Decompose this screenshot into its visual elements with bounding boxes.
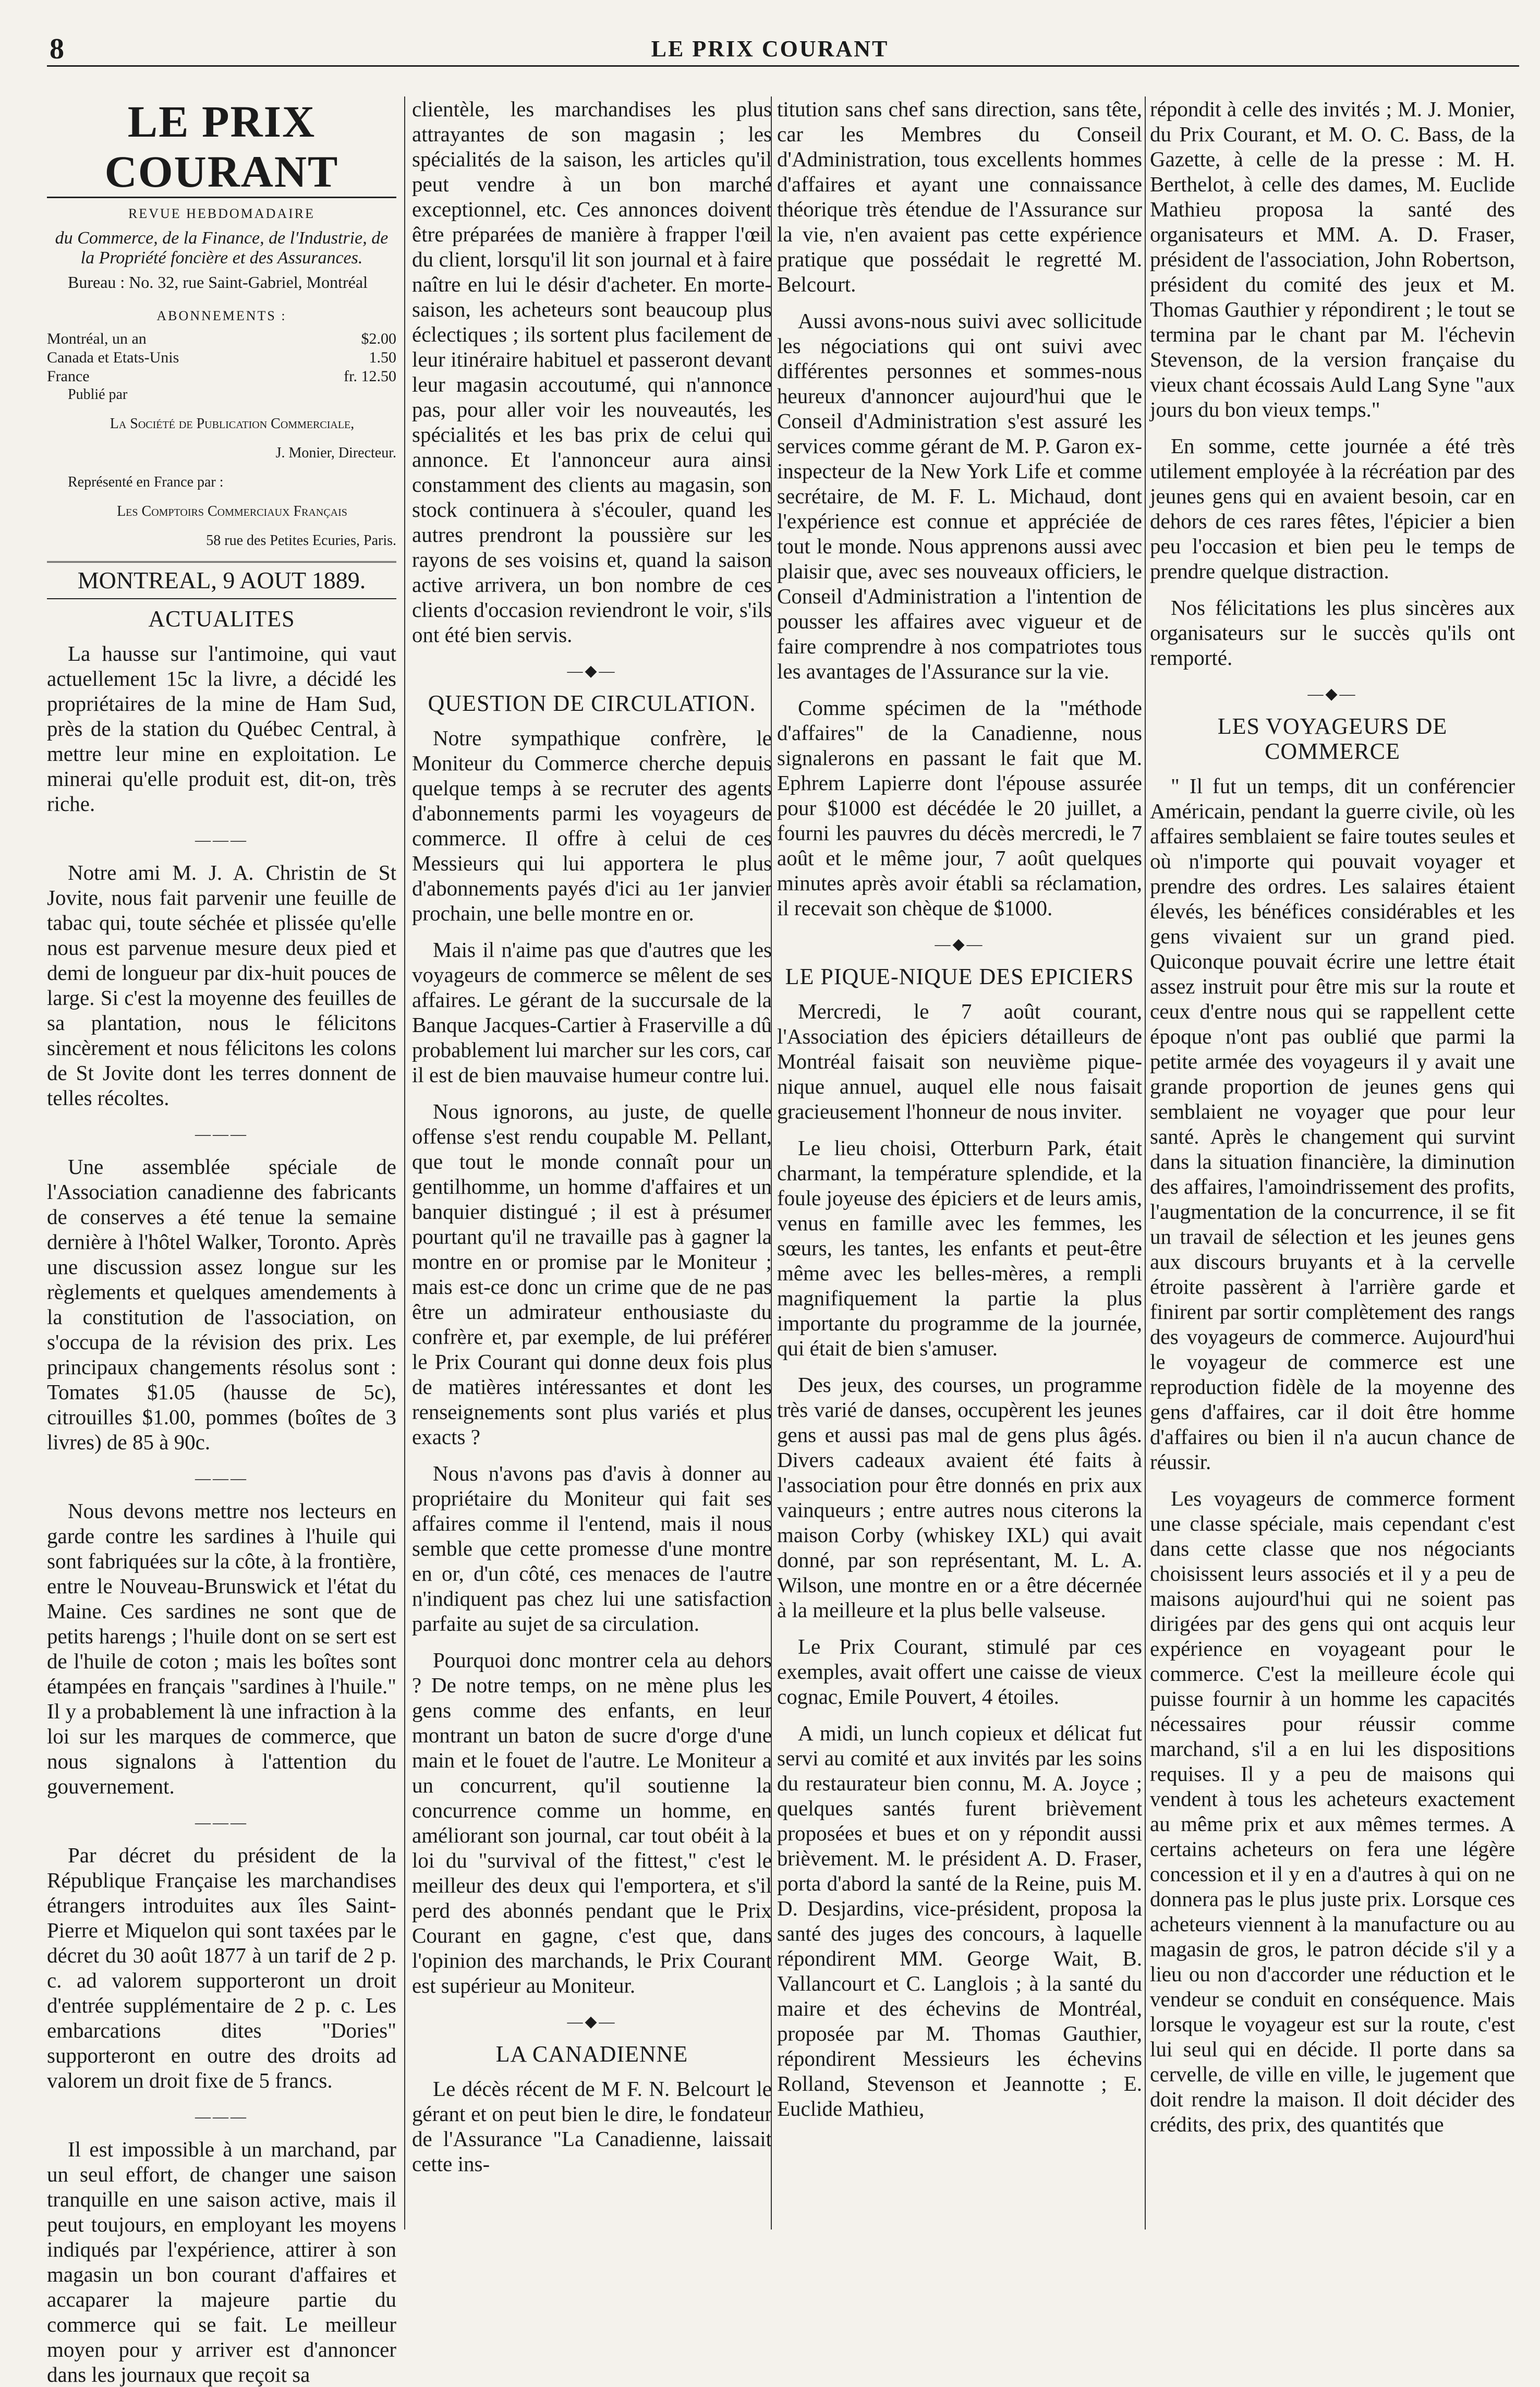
- publisher-heading: Publié par: [68, 386, 128, 403]
- article-paragraph: répondit à celle des invités ; M. J. Monier, du Prix Courant, et M. O. C. Bass, de la Gazette, à celle de la presse : M. H. Berthelot, à celle des dames, M. Euclide Mathieu proposa la santé des organisateurs et MM. A. D. Fraser, président de l'association, John Robertson, président du comité des jeux et M. Thomas Gauthier y répondirent ; le tout se termina par le chant par M. l'échevin Stevenson, de la version française du vieux chant écossais Auld Lang Syne "aux jours du bon vieux temps.": [1150, 97, 1515, 421]
- column-divider: [1145, 96, 1146, 2230]
- masthead-subtitle: REVUE HEBDOMADAIRE: [128, 206, 316, 221]
- representative-heading: Représenté en France par :: [68, 474, 224, 490]
- article-paragraph: Notre ami M. J. A. Christin de St Jovite, nous fait parvenir une feuille de tabac qui, toute séchée et plissée qu'elle nous est parvenue mesure deux pied et demi de longueur par dix-huit pouces de large. Si c'est la moyenne des feuilles de sa plantation, nous le félicitons sincèrement et nous félicitons les colons de St Jovite dont les terres donnent de telles récoltes.: [47, 861, 396, 1110]
- subscription-row: Montréal, un an $2.00: [47, 330, 396, 347]
- article-paragraph: Mais il n'aime pas que d'autres que les voyageurs de commerce se mêlent de ses affaires. Le gérant de la succursale de la Banque Jacques-Cartier à Fraserville a dû probablement lui marcher sur les cors, car il est de bien mauvaise humeur contre lui.: [412, 938, 772, 1087]
- separator: ———: [195, 1814, 248, 1831]
- separator: ———: [195, 831, 248, 849]
- representative-name: Les Comptoirs Commerciaux Français: [117, 503, 347, 519]
- director: J. Monier, Directeur.: [275, 445, 396, 461]
- article-paragraph: Le décès récent de M F. N. Belcourt le gérant et on peut bien le dire, le fondateur de l'Assurance "La Canadienne, laissait cette ins-: [412, 2077, 772, 2176]
- dateline: MONTREAL, 9 AOUT 1889.: [47, 561, 396, 599]
- article-paragraph: Mercredi, le 7 août courant, l'Association des épiciers détailleurs de Montréal faisait son neuvième pique-nique annuel, auquel elle nous faisait gracieusement l'honneur de nous inviter.: [777, 999, 1142, 1123]
- article-paragraph: En somme, cette journée a été très utilement employée à la récréation par des jeunes gens qui en avaient besoin, car en dehors de ces rares fêtes, l'épicier a bien peu l'occasion et bien peu le temps de prendre quelque distraction.: [1150, 434, 1515, 583]
- separator: ———: [195, 1125, 248, 1143]
- article-paragraph: Nous n'avons pas d'avis à donner au propriétaire du Moniteur qui fait ses affaires comme il l'entend, mais il nous semble que cette promesse d'une montre en or, d'un côté, ces menaces de l'autre n'indiquent pas chez lui une satisfaction parfaite au sujet de sa circulation.: [412, 1461, 772, 1635]
- separator: —◆—: [567, 2013, 617, 2030]
- article-paragraph: Nous devons mettre nos lecteurs en garde contre les sardines à l'huile qui sont fabriquées sur la côte, à la frontière, entre le Nouveau-Brunswick et l'état du Maine. Ces sardines ne sont que de petits harengs ; l'huile dont on se sert est de l'huile de coton ; mais les boîtes sont étampées en français "sardines à l'huile." Il y a probablement là une infraction à la loi sur les marques de commerce, que nous signalons à l'attention du gouvernement.: [47, 1499, 396, 1798]
- article-paragraph: " Il fut un temps, dit un conférencier Américain, pendant la guerre civile, où les affaires semblaient se faire toutes seules et où n'importe qui pouvait voyager et prendre des ordres. Les salaires étaient élevés, les bénéfices considérables et les gens vivaient sur un grand pied. Quiconque pouvait écrire une lettre était assez instruit pour être mis sur la route et ceux d'entre nous qui se rappellent cette époque n'ont pas oublié que parmi la petite armée des voyageurs il y avait une grande proportion de jeunes gens qui semblaient ne voyager que pour leur santé. Après le changement qui survint dans la situation financière, la diminution des affaires, l'amoindrissement des profits, l'augmentation de la concurrence, il se fit un travail de sélection et les jeunes gens aux discours bruyants et à la cervelle étroite passèrent à l'arrière garde et finirent par sortir complètement des rangs des voyageurs de commerce. Aujourd'hui le voyageur de commerce est une reproduction fidèle de la moyenne des gens d'affaires, car il doit être homme d'affaires ou bien il n'a aucun chance de réussir.: [1150, 774, 1515, 1474]
- masthead-description: du Commerce, de la Finance, de l'Industrie, de la Propriété foncière et des Assurances.: [55, 228, 389, 268]
- masthead-bureau: Bureau : No. 32, rue Saint-Gabriel, Montréal: [68, 273, 368, 292]
- publisher-name: La Société de Publication Commerciale,: [110, 416, 355, 432]
- column-divider: [404, 96, 405, 2230]
- article-paragraph: clientèle, les marchandises les plus attrayantes de son magasin ; les spécialités de la saison, les articles qu'il peut vendre à un bon marché exceptionnel, etc. Ces annonces doivent être préparées de manière à frapper l'œil du client, lorsqu'il lit son journal et à faire naître en lui le désir d'acheter. En morte-saison, les acheteurs sont beaucoup plus éclectiques ; ils sortent plus facilement de leur itinéraire habituel et passeront devant leur magasin accoutumé, qui n'annonce pas, pour aller voir les nouveautés, les spécialités et les bas prix de celui qui annonce. Et l'annonceur aura ainsi constamment des clients au magasin, son stock continuera à s'écouler, quand les autres prendront la poussière sur les rayons de ses voisins et, quand la saison active arrivera, un bon nombre de ces clients d'occasion reviendront le voir, s'ils ont été bien servis.: [412, 97, 772, 647]
- subscriptions-heading: ABONNEMENTS :: [156, 308, 287, 323]
- masthead-title: LE PRIX COURANT: [47, 96, 396, 198]
- section-heading: ACTUALITES: [148, 606, 295, 632]
- article-paragraph: Par décret du président de la République Française les marchandises étrangers introduites aux îles Saint-Pierre et Miquelon qui sont taxées par le décret du 30 août 1877 à un tarif de 2 p. c. ad valorem supporteront un droit d'entrée supplémentaire de 2 p. c. Les embarcations dites "Dories" supporteront en outre des droits ad valorem un droit fixe de 5 francs.: [47, 1843, 396, 2092]
- article-paragraph: Nous ignorons, au juste, de quelle offense s'est rendu coupable M. Pellant, que tout le monde connaît pour un gentilhomme, un homme d'affaires et un banquier distingué ; il est à présumer pourtant qu'il ne travaille pas à gagner la montre en or promise par le Moniteur ; mais est-ce donc un crime que de ne pas être un admirateur enthousiaste du confrère et, par exemple, de lui préférer le Prix Courant qui donne deux fois plus de matières intéressantes et dont les renseignements sont plus variés et plus exacts ?: [412, 1099, 772, 1449]
- representative-address: 58 rue des Petites Ecuries, Paris.: [206, 532, 396, 549]
- masthead: [47, 96, 396, 599]
- article-paragraph: Des jeux, des courses, un programme très varié de danses, occupèrent les jeunes gens et aussi pas mal de gens plus âgés. Divers cadeaux avaient été faits à l'association pour être donnés en prix aux vainqueurs ; entre autres nous citerons la maison Corby (whiskey IXL) qui avait donné, par son représentant, M. L. A. Wilson, une montre en or a être décernée à la meilleure et la plus belle valseuse.: [777, 1373, 1142, 1622]
- article-paragraph: Le Prix Courant, stimulé par ces exemples, avait offert une caisse de vieux cognac, Emile Pouvert, 4 étoiles.: [777, 1634, 1142, 1709]
- separator: ———: [195, 1470, 248, 1487]
- section-heading: LE PIQUE-NIQUE DES EPICIERS: [785, 964, 1134, 989]
- column-2: [412, 96, 772, 2230]
- subscription-row: France fr. 12.50: [47, 368, 396, 385]
- column-3: [777, 96, 1142, 2230]
- article-paragraph: Pourquoi donc montrer cela au dehors ? De notre temps, on ne mène plus les gens comme des enfants, en leur montrant un baton de sucre d'orge d'une main et le fouet de l'autre. Le Moniteur a un concurrent, qu'il soutienne la concurrence comme un homme, en améliorant son journal, car tout obéit à la loi du "survival of the fittest," c'est le meilleur des deux qui l'emportera, et s'il perd des abonnés pendant que le Prix Courant en gagne, c'est que, dans l'opinion des marchands, le Prix Courant est supérieur au Moniteur.: [412, 1648, 772, 1997]
- article-paragraph: Les voyageurs de commerce forment une classe spéciale, mais cependant c'est dans cette classe que nos négociants choisissent leurs associés et il y a peu de maisons aujourd'hui qui ne soient pas dirigées par des gens qui ont acquis leur expérience en voyageant pour le commerce. C'est la meilleure école qui puisse fournir à un homme les capacités nécessaires pour réussir comme marchand, s'il a en lui les dispositions requises. Il y a peu de maisons qui vendent à tous les acheteurs exactement au même prix et aux mêmes termes. A certains acheteurs on fera une légère concession et il y en a d'autres à qui on ne donnera pas le plus juste prix. Lorsque ces acheteurs viennent à la manufacture ou au magasin de gros, le patron décide s'il y a lieu ou non d'accorder une réduction et le vendeur se conduit en conséquence. Mais lorsque le voyageur est sur la route, c'est lui seul qui en décide. Il porte dans sa cervelle, de ville en ville, le jugement que doit rendre la maison. Il doit décider des crédits, des prix, des quantités que: [1150, 1486, 1515, 2136]
- article-paragraph: Le lieu choisi, Otterburn Park, était charmant, la température splendide, et la foule joyeuse des épiciers et de leurs amis, venus en famille avec les femmes, les sœurs, les tantes, les enfants et peut-être même avec les belles-mères, a rempli magnifiquement la partie la plus importante du programme de la journée, qui était de bien s'amuser.: [777, 1136, 1142, 1360]
- page-header: [0, 0, 1540, 99]
- separator: —◆—: [567, 662, 617, 680]
- article-paragraph: Notre sympathique confrère, le Moniteur du Commerce cherche depuis quelque temps à se recruter des agents d'abonnements parmi les voyageurs de commerce. Il offre à celui de ces Messieurs qui lui apportera le plus d'abonnements payés d'ici au 1er janvier prochain, une belle montre en or.: [412, 726, 772, 925]
- page-number: 8: [50, 33, 64, 65]
- section-heading: LA CANADIENNE: [495, 2041, 688, 2067]
- column-1: [47, 96, 396, 2386]
- article-paragraph: titution sans chef sans direction, sans tête, car les Membres du Conseil d'Administration, tous excellents hommes d'affaires et ayant une connaissance théorique très étendue de l'Assurance sur la vie, n'en avaient pas cette expérience pratique que possédait le regretté M. Belcourt.: [777, 97, 1142, 296]
- column-4: [1150, 96, 1515, 2230]
- section-heading: LES VOYAGEURS DE COMMERCE: [1217, 713, 1448, 764]
- subscription-row: Canada et Etats-Unis 1.50: [47, 349, 396, 366]
- article-paragraph: Il est impossible à un marchand, par un seul effort, de changer une saison tranquille en une saison active, mais il peut toujours, en employant les moyens indiqués par l'expérience, attirer à son magasin un bon courant d'affaires et accaparer la majeure partie du commerce qui se fait. Le meilleur moyen pour y arriver est d'annoncer dans les journaux que reçoit sa: [47, 2137, 396, 2386]
- article-paragraph: Une assemblée spéciale de l'Association canadienne des fabricants de conserves a été tenue la semaine dernière à l'hôtel Walker, Toronto. Après une discussion assez longue sur les règlements et quelques amendements à la constitution de l'association, on s'occupa de la révision des prix. Les principaux changements résolus sont : Tomates $1.05 (hausse de 5c), citrouilles $1.00, pommes (boîtes de 3 livres) de 85 à 90c.: [47, 1155, 396, 1454]
- separator: —◆—: [935, 936, 985, 953]
- separator: —◆—: [1307, 685, 1357, 702]
- running-title: LE PRIX COURANT: [651, 36, 889, 62]
- separator: ———: [195, 2108, 248, 2125]
- article-paragraph: Aussi avons-nous suivi avec sollicitude les négociations qui ont suivi avec différentes personnes et sommes-nous heureux d'annoncer aujourd'hui que le Conseil d'Administration s'est assuré les services comme gérant de M. P. Garon ex-inspecteur de la New York Life et comme secrétaire, de M. F. L. Michaud, dont l'expérience est connue et appréciée de tout le monde. Nous apprenons aussi avec plaisir que, avec ses nouveaux officiers, le Conseil d'Administration a l'intention de pousser les affaires avec vigueur et de faire comprendre à nos compatriotes tous les avantages de l'Assurance sur la vie.: [777, 309, 1142, 683]
- article-paragraph: Nos félicitations les plus sincères aux organisateurs sur le succès qu'ils ont remporté.: [1150, 596, 1515, 670]
- article-paragraph: A midi, un lunch copieux et délicat fut servi au comité et aux invités par les soins du restaurateur bien connu, M. A. Joyce ; quelques santés furent brièvement proposées et bues et on y répondit aussi brièvement. M. le président A. D. Fraser, porta d'abord la santé de la Reine, puis M. D. Desjardins, vice-président, proposa la santé des juges des concours, à laquelle répondirent MM. George Wait, B. Vallancourt et C. Langlois ; à la santé du maire et des échevins de Montréal, proposée par M. Thomas Gauthier, répondirent Messieurs les échevins Rolland, Stevenson et Jeannotte ; E. Euclide Mathieu,: [777, 1721, 1142, 2121]
- article-paragraph: La hausse sur l'antimoine, qui vaut actuellement 15c la livre, a décidé les propriétaires de la mine de Ham Sud, près de la station du Québec Central, à mettre leur mine en exploitation. Le minerai qu'elle produit est, dit-on, très riche.: [47, 641, 396, 816]
- section-heading: QUESTION DE CIRCULATION.: [428, 690, 756, 716]
- article-paragraph: Comme spécimen de la "méthode d'affaires" de la Canadienne, nous signalerons en passant le fait que M. Ephrem Lapierre dont l'épouse assurée pour $1000 est décédée le 20 juillet, a fourni les pauvres du décès mercredi, le 7 août et le même jour, 7 août quelques minutes après avoir établi sa réclamation, il recevait son chèque de $1000.: [777, 696, 1142, 920]
- header-rule: [47, 65, 1519, 67]
